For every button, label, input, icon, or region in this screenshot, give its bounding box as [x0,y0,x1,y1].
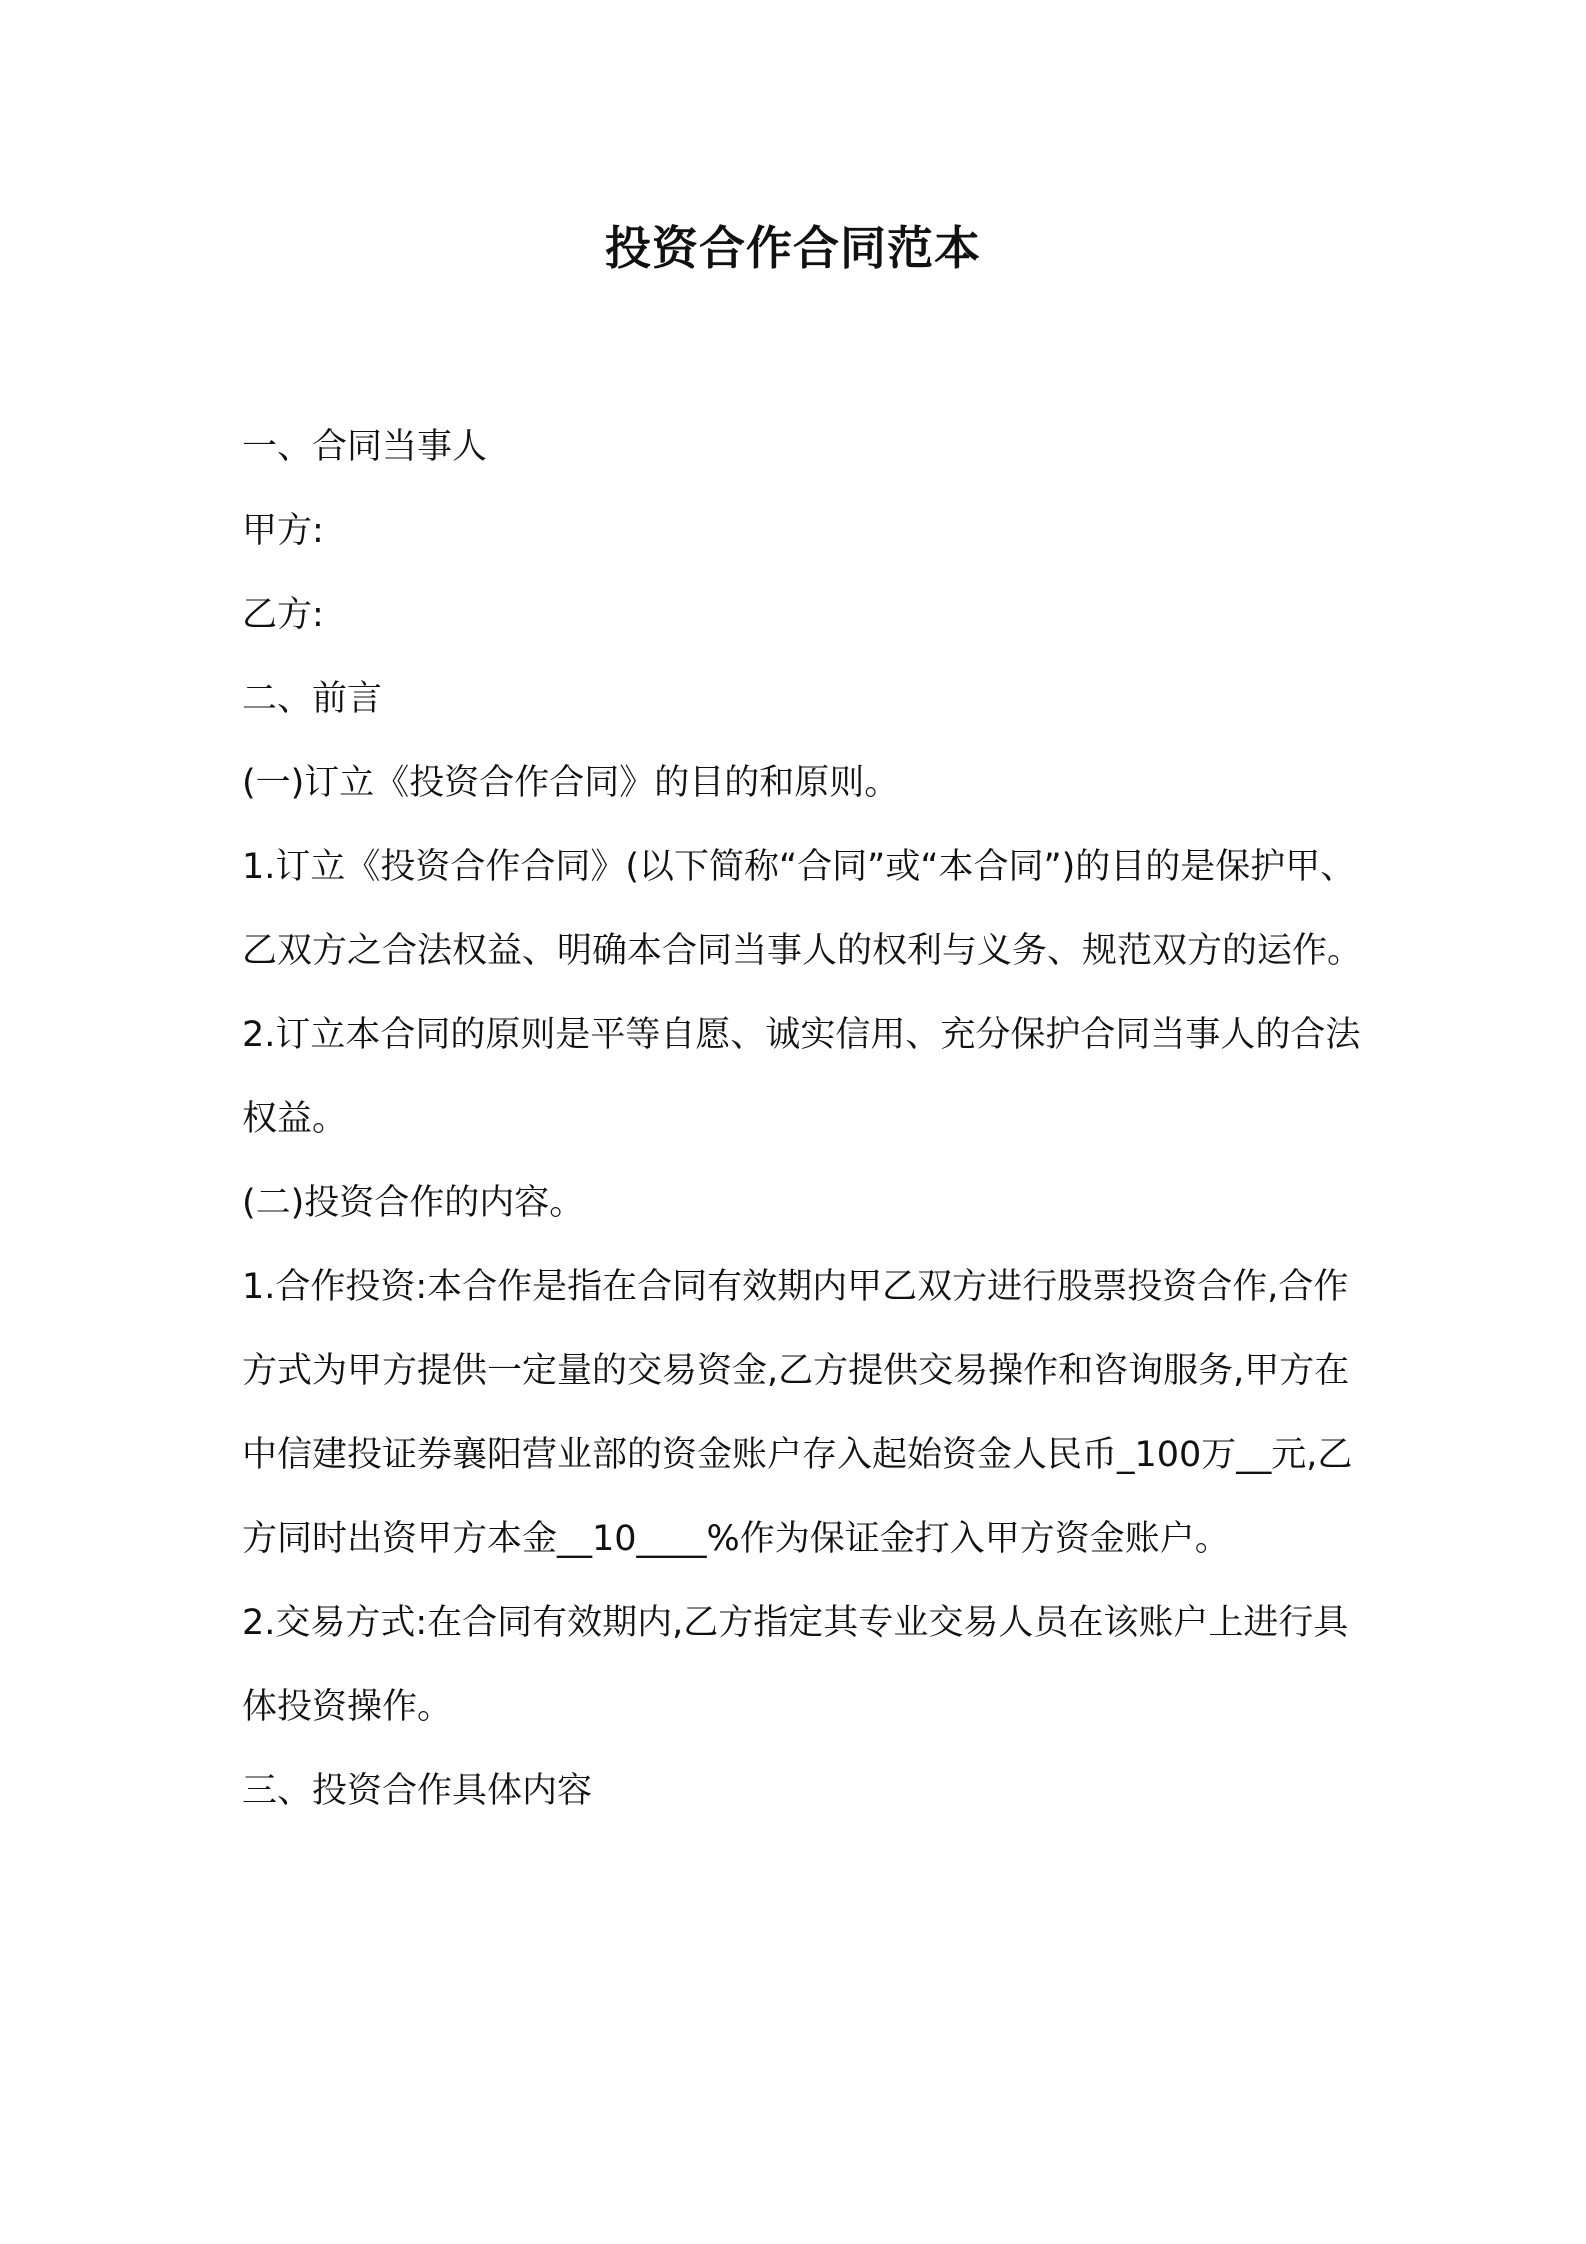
document-body [242,405,1377,1833]
clause-content-1: 1.合作投资:本合作是指在合同有效期内甲乙双方进行股票投资合作,合作方式为甲方提供一定量的交易资金,乙方提供交易操作和咨询服务,甲方在中信建投证券襄阳营业部的资金账户存入起始资金人民币_100万__元,乙方同时出资甲方本金__10____%作为保证金打入甲方资金账户。 [242,1267,1353,1559]
section-heading-parties: 一、合同当事人 [242,427,488,467]
document-title: 投资合作合同范本 [605,221,981,275]
subsection-content: (二)投资合作的内容。 [242,1183,585,1223]
clause-purpose-2: 2.订立本合同的原则是平等自愿、诚实信用、充分保护合同当事人的合法权益。 [242,1015,1361,1139]
clause-purpose-1: 1.订立《投资合作合同》(以下简称“合同”或“本合同”)的目的是保护甲、乙双方之合法权益、明确本合同当事人的权利与义务、规范双方的运作。 [242,847,1363,971]
party-b-line: 乙方: [242,595,324,635]
clause-content-2: 2.交易方式:在合同有效期内,乙方指定其专业交易人员在该账户上进行具体投资操作。 [242,1603,1349,1727]
section-heading-preface: 二、前言 [242,679,383,719]
party-a-line: 甲方: [242,511,324,551]
subsection-purpose: (一)订立《投资合作合同》的目的和原则。 [242,763,900,803]
section-heading-details: 三、投资合作具体内容 [242,1771,593,1811]
